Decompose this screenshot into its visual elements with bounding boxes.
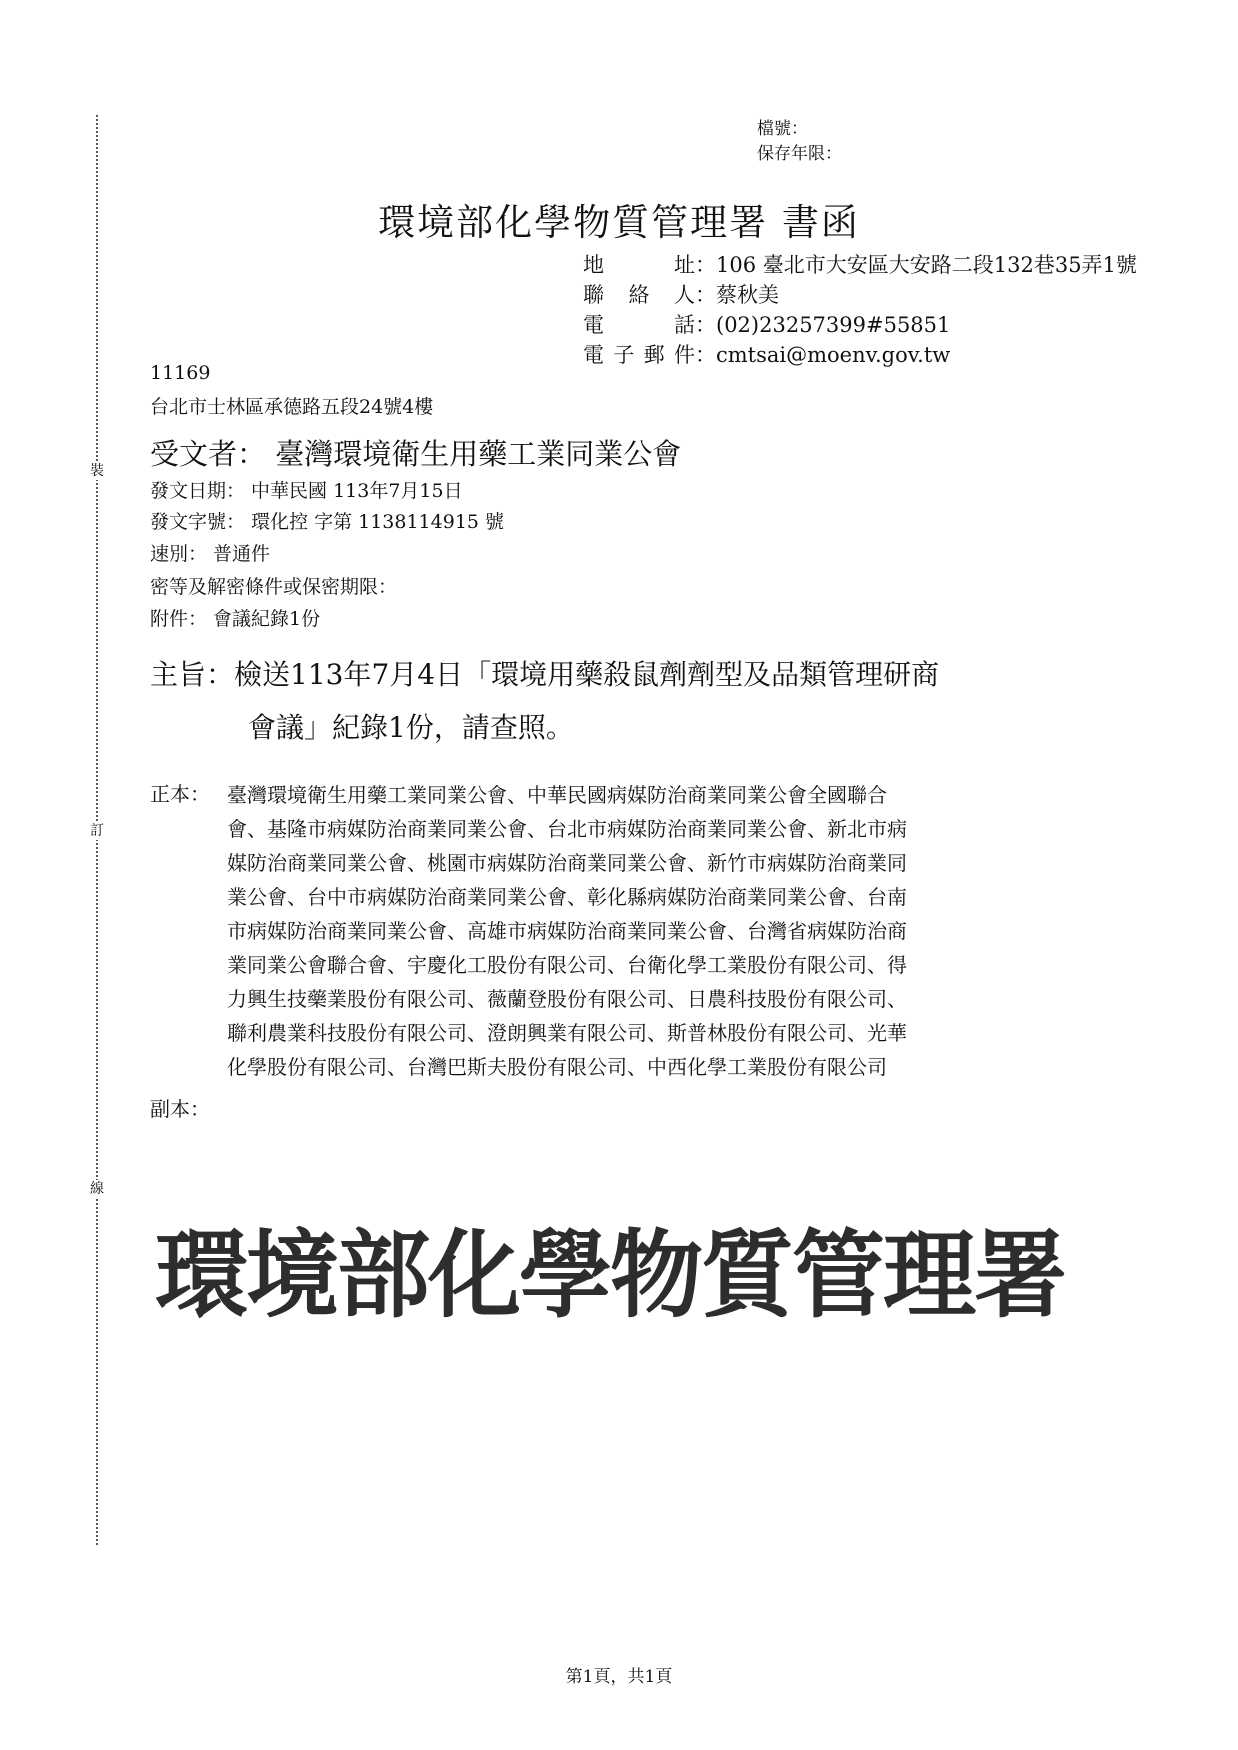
copies-line: 化學股份有限公司、台灣巴斯夫股份有限公司、中西化學工業股份有限公司 [227, 1055, 887, 1079]
sender-address-row [583, 249, 1137, 279]
binding-mark-zhuang: 裝 [90, 463, 104, 479]
copies-line: 聯利農業科技股份有限公司、澄朗興業有限公司、斯普林股份有限公司、光華 [227, 1021, 907, 1045]
carbon-copies-label: 副本： [150, 1097, 210, 1121]
sender-email-label: 電子郵件 [583, 343, 695, 367]
sender-phone-label: 電 話 [583, 313, 695, 337]
copies-line: 市病媒防治商業同業公會、高雄市病媒防治商業同業公會、台灣省病媒防治商 [227, 919, 907, 943]
original-copies-list [227, 778, 1087, 1084]
binding-mark-xian: 線 [90, 1181, 104, 1197]
sender-contact-label: 聯 絡 人 [583, 283, 695, 307]
file-number-label: 檔號： [757, 119, 808, 139]
binding-mark-ding: 訂 [90, 823, 104, 839]
document-title: 環境部化學物質管理署 書函 [378, 201, 860, 244]
sender-address: ：106 臺北市大安區大安路二段132巷35弄1號 [695, 253, 1137, 277]
sender-phone-row [583, 309, 950, 339]
sender-address-label: 地 址 [583, 253, 695, 277]
sender-contact-row [583, 279, 779, 309]
secrecy-condition: 密等及解密條件或保密期限： [150, 576, 398, 598]
subject-line-1: 主旨：檢送113年7月4日「環境用藥殺鼠劑劑型及品類管理研商 [150, 658, 940, 691]
official-seal: 環境部化學物質管理署 [155, 1219, 1065, 1331]
attachment: 附件： 會議紀錄1份 [150, 608, 321, 630]
copies-line: 力興生技藥業股份有限公司、薇蘭登股份有限公司、日農科技股份有限公司、 [227, 987, 907, 1011]
sender-email: ：cmtsai@moenv.gov.tw [695, 343, 951, 367]
original-copies-label: 正本： [150, 782, 210, 806]
recipient-postal-code: 11169 [150, 362, 211, 384]
copies-line: 媒防治商業同業公會、桃園市病媒防治商業同業公會、新竹市病媒防治商業同 [227, 851, 907, 875]
copies-line: 臺灣環境衛生用藥工業同業公會、中華民國病媒防治商業同業公會全國聯合 [227, 783, 887, 807]
copies-line: 業同業公會聯合會、宇慶化工股份有限公司、台衛化學工業股份有限公司、得 [227, 953, 907, 977]
recipient: 受文者： 臺灣環境衛生用藥工業同業公會 [150, 437, 682, 471]
subject-line-2: 會議」紀錄1份，請查照。 [248, 711, 574, 744]
document-number: 發文字號： 環化控 字第 1138114915 號 [150, 511, 505, 533]
speed-category: 速別： 普通件 [150, 543, 271, 565]
copies-line: 業公會、台中市病媒防治商業同業公會、彰化縣病媒防治商業同業公會、台南 [227, 885, 907, 909]
sender-contact: ：蔡秋美 [695, 283, 779, 307]
copies-line: 會、基隆市病媒防治商業同業公會、台北市病媒防治商業同業公會、新北市病 [227, 817, 907, 841]
sender-phone: ：(02)23257399#55851 [695, 313, 951, 337]
recipient-address: 台北市士林區承德路五段24號4樓 [150, 396, 434, 418]
retention-period-label: 保存年限： [757, 144, 842, 164]
sender-email-row [583, 339, 950, 369]
issue-date: 發文日期： 中華民國 113年7月15日 [150, 480, 463, 502]
page-footer: 第1頁，共1頁 [565, 1667, 673, 1687]
